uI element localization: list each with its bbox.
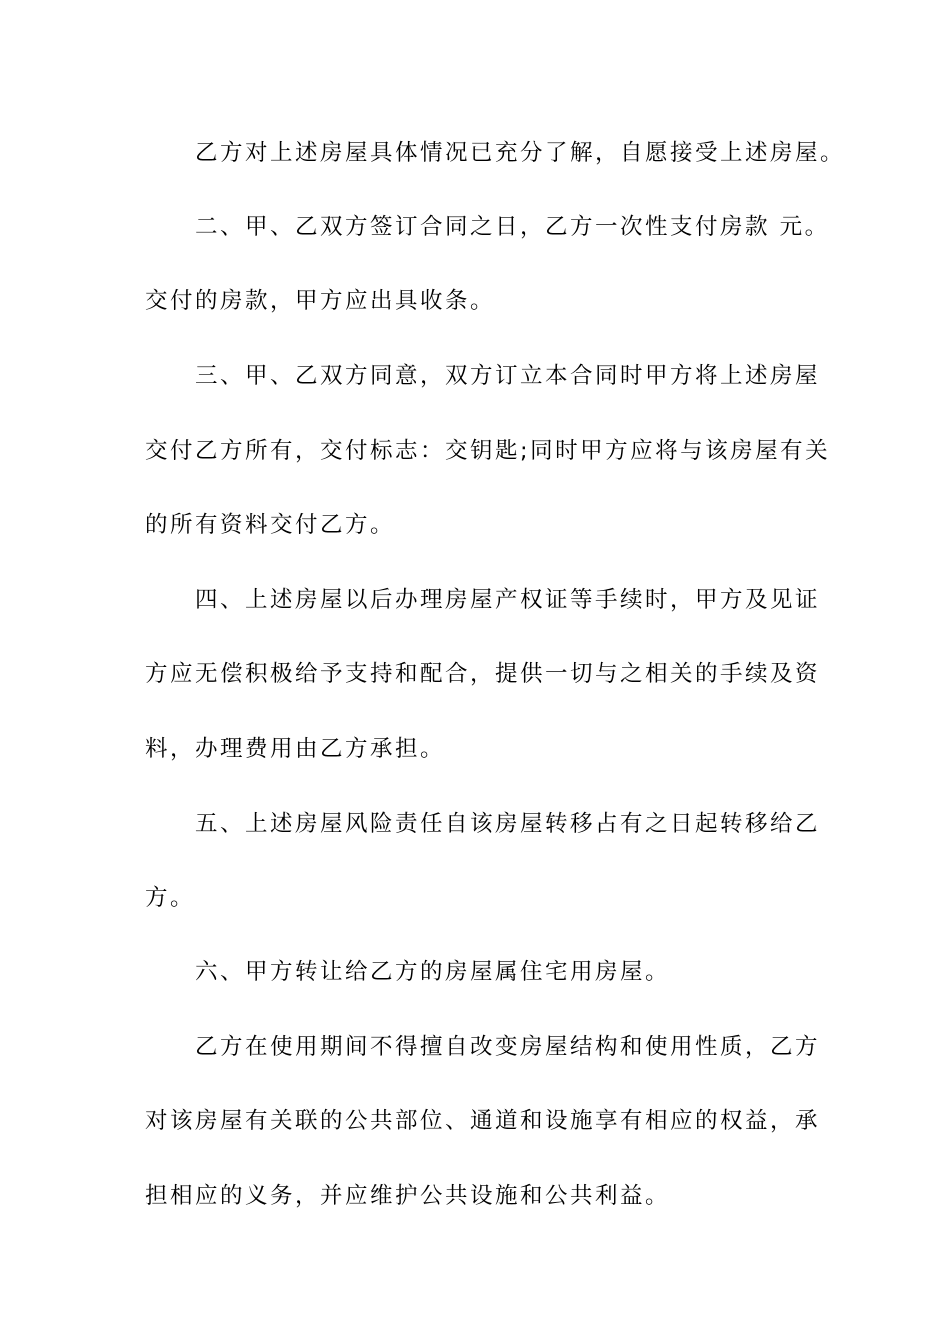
paragraph-line: 的所有资料交付乙方。: [145, 512, 396, 538]
paragraph-line: 四、上述房屋以后办理房屋产权证等手续时，甲方及见证: [195, 587, 821, 613]
paragraph-line: 担相应的义务，并应维护公共设施和公共利益。: [145, 1183, 671, 1209]
paragraph-line: 料，办理费用由乙方承担。: [145, 736, 446, 762]
paragraph-line: 乙方对上述房屋具体情况已充分了解，自愿接受上述房屋。: [195, 140, 846, 166]
paragraph-line: 交付的房款，甲方应出具收条。: [145, 288, 496, 314]
paragraph-line: 方。: [145, 885, 196, 911]
paragraph-line: 二、甲、乙双方签订合同之日，乙方一次性支付房款 元。: [195, 214, 830, 240]
paragraph-line: 六、甲方转让给乙方的房屋属住宅用房屋。: [195, 959, 671, 985]
paragraph-line: 交付乙方所有，交付标志：交钥匙;同时甲方应将与该房屋有关: [145, 438, 831, 464]
paragraph-line: 对该房屋有关联的公共部位、通道和设施享有相应的权益，承: [145, 1108, 821, 1134]
paragraph-line: 方应无偿积极给予支持和配合，提供一切与之相关的手续及资: [145, 661, 821, 687]
paragraph-line: 乙方在使用期间不得擅自改变房屋结构和使用性质，乙方: [195, 1034, 821, 1060]
paragraph-line: 五、上述房屋风险责任自该房屋转移占有之日起转移给乙: [195, 811, 821, 837]
paragraph-line: 三、甲、乙双方同意，双方订立本合同时甲方将上述房屋: [195, 363, 821, 389]
